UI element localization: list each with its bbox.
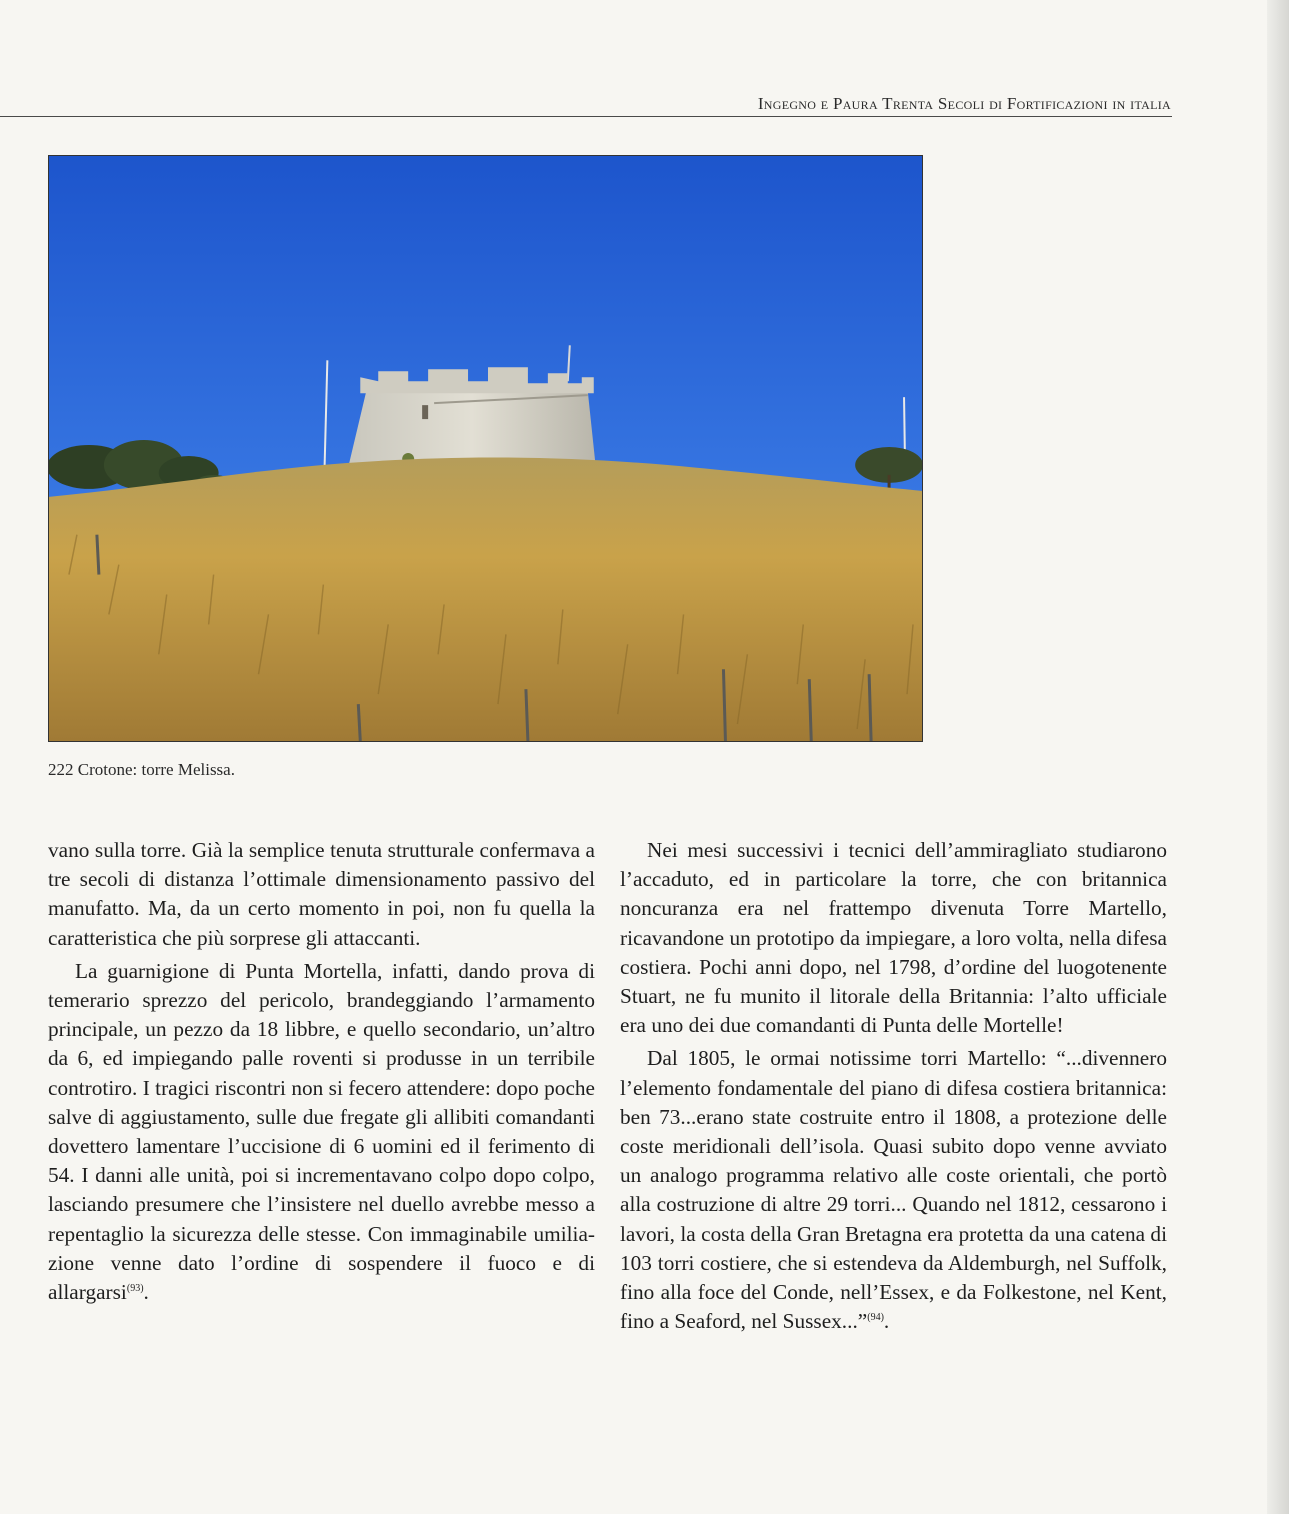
text-column-right xyxy=(620,836,1167,1340)
paragraph xyxy=(620,1044,1167,1336)
running-header xyxy=(758,94,1171,114)
header-rule xyxy=(0,116,1172,117)
paragraph-end: . xyxy=(883,1309,890,1334)
hill xyxy=(49,457,922,741)
paragraph: Nei mesi successivi i tecnici dell’ammiragliato studiarono l’accaduto, ed in particolare la torre, che con britannica noncuranza era nel frattempo divenuta Torre Martello, ricavandone un prototipo da impiegare, a loro volta, nella difesa costiera. Pochi anni dopo, nel 1798, d’ordine del luogotenente Stuart, ne fu munito il litorale della Britannia: l’alto ufficiale era uno dei due comandanti di Punta delle Mortelle! xyxy=(620,838,1167,1038)
paragraph xyxy=(48,957,595,1307)
page-edge-shadow xyxy=(1267,0,1289,1514)
tower-photo xyxy=(48,155,923,742)
tower xyxy=(348,367,595,467)
running-title: Ingegno e Paura Trenta Secoli di Fortificazioni in italia xyxy=(757,94,1171,113)
paragraph-text: Dal 1805, le ormai notissime torri Martello: “...divennero l’elemento fondamentale del piano di difesa costiera britannica: ben 73...erano state costruite entro il 1808, a protezione delle coste meridionali dell’isola. Quasi subito dopo venne avviato un analogo programma relativo alle coste orientali, che portò alla costruzione di altre 29 torri... Quando nel 1812, cessarono i lavori, la costa della Gran Bretagna era protetta da una catena di 103 torri costiere, che si estendeva da Aldemburgh, nel Suffolk, fino alla foce del Conde, nell’Essex, e da Folkestone, nel Kent, fino a Seaford, nel Sussex...” xyxy=(620,1046,1167,1334)
figure-caption: 222 Crotone: torre Melissa. xyxy=(48,760,235,779)
footnote-ref: (94) xyxy=(867,1312,884,1324)
footnote-ref: (93) xyxy=(126,1283,144,1295)
paragraph-text: La guarnigione di Punta Mortella, infatti, dando prova di temerario sprezzo del pericolo, brandeggiando l’armamento principale, un pezzo da 18 libbre, e quello secondario, un’altro da 6, ed impiegando palle roventi si produsse in un terribile controtiro. I tragici riscontri non si fecero attendere: dopo poche salve di aggiustamento, sulle due fregate gli allibiti comandanti dovettero lamentare l’uccisione di 6 uomini ed il ferimento di 54. I danni alle unità, poi si incrementavano colpo dopo colpo, lasciando presumere che l’insistere nel duello avrebbe messo a repentaglio la sicurezza delle stesse. Con immaginabile umiliazione venne dato l’ordine di sospendere il fuoco e di allargarsi xyxy=(48,958,595,1305)
paragraph-end: . xyxy=(143,1280,149,1305)
text-column-left xyxy=(48,836,595,1311)
paragraph: vano sulla torre. Già la semplice tenuta strutturale confermava a tre secoli di distanza l’ottimale dimensionamento passivo del manufatto. Ma, da un certo momento in poi, non fu quella la caratteristica che più sorprese gli attaccanti. xyxy=(48,838,595,950)
